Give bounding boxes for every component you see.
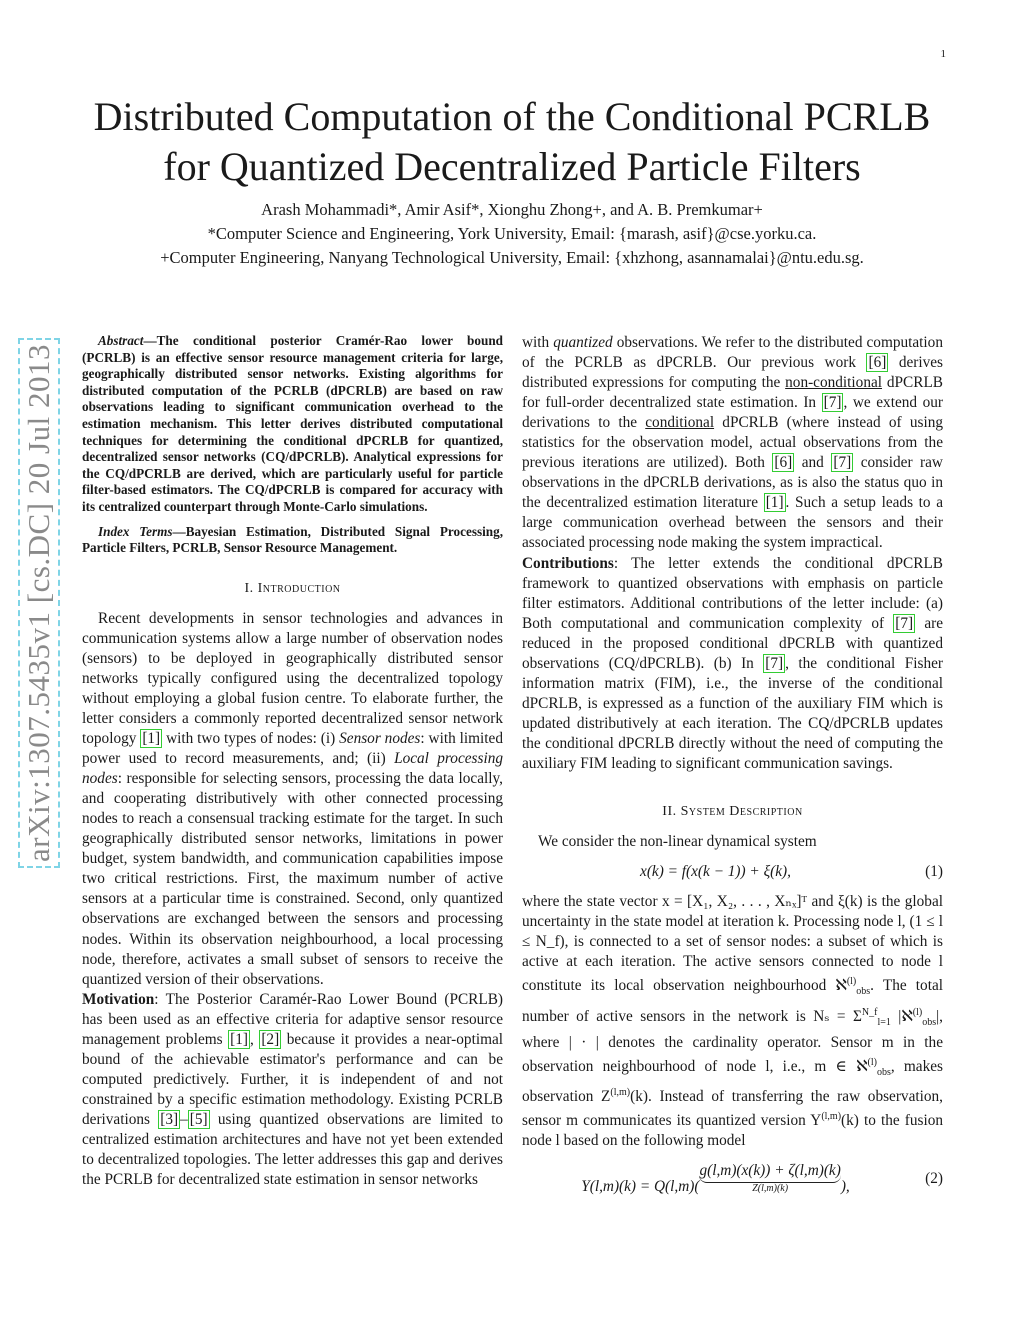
system-intro: We consider the non-linear dynamical system bbox=[538, 833, 817, 851]
citation-link[interactable]: [1] bbox=[230, 1030, 248, 1048]
equation-1-number: (1) bbox=[925, 863, 943, 881]
body-text: dPCRLB (where instead of using statistics for the observation model, actual observations from the previous iterations are utilized). Both bbox=[522, 414, 944, 472]
author-names: Arash Mohammadi*, Amir Asif*, Xionghu Zhong+, and A. B. Premkumar+ bbox=[261, 200, 763, 219]
citation-link[interactable]: [7] bbox=[895, 614, 914, 632]
body-text: , makes observation Z bbox=[522, 1057, 943, 1106]
body-text: observations. We refer to the distributed computation of the PCRLB as dPCRLB. Our previous work bbox=[522, 334, 943, 372]
term-quantized: quantized bbox=[553, 334, 613, 351]
math-sup: (l,m) bbox=[610, 1086, 631, 1098]
section-2-heading: II. System Description bbox=[662, 804, 803, 820]
body-text: derives distributed expressions for computing the bbox=[522, 354, 944, 392]
system-paragraph bbox=[522, 892, 943, 1151]
math-sup: N_f bbox=[861, 1006, 878, 1018]
body-text: consider raw observations in the dPCRLB derivations, as is also the status quo in the decentralized estimation literature bbox=[522, 454, 943, 512]
equation-1 bbox=[522, 862, 943, 882]
body-text: , the conditional Fisher information matrix (FIM), i.e., the inverse of the conditional dPCRLB, is expressed as a function of the auxiliary FIM which is updated distributively at each iteration. The CQ/dPCRLB updates the conditional dPCRLB directly without the need of computing the auxiliary FIM leading to significant communication savings. bbox=[522, 654, 943, 772]
citation-link[interactable]: [7] bbox=[833, 454, 852, 472]
intro-text: with two types of nodes: (i) bbox=[162, 730, 340, 748]
intro-text: , bbox=[249, 1030, 260, 1048]
contributions-label: Contributions bbox=[522, 554, 614, 572]
paper-title bbox=[60, 92, 964, 192]
equation-2-lhs: Y(l,m)(k) = Q(l,m)( bbox=[581, 1178, 700, 1196]
intro-text: : with limited power used to record measurements, and; (ii) bbox=[82, 730, 503, 768]
index-terms-label: Index Terms bbox=[98, 523, 173, 539]
arxiv-stamp bbox=[18, 338, 60, 868]
body-text: where the state vector x = [X₁, X₂, . . . , Xₙₓ]ᵀ and ξ(k) is the global uncertainty in the state model at iteration k. Processing node l, (1 ≤ l ≤ N_f), is connected to a set of sensor nodes: a subset of which is active at each iteration. The active sensors connected to node l constitute its local observation neighbourhood ℵ bbox=[522, 893, 943, 995]
body-text: (k). Instead of transferring the raw observation, sensor m communicates its quantized version Y bbox=[522, 1088, 943, 1130]
math-sub: l=1 bbox=[877, 1016, 891, 1028]
citation-link[interactable]: [6] bbox=[774, 454, 793, 472]
body-text: (k) to the fusion node l based on the following model bbox=[522, 1112, 943, 1150]
body-text: |, where | · | denotes the cardinality operator. Sensor m in the observation neighbourhood of node l, i.e., m ∈ ℵ bbox=[522, 1007, 943, 1075]
body-text: are reduced in the proposed conditional dPCRLB with quantized observations (CQ/dPCRLB). (b) In bbox=[522, 614, 943, 672]
arxiv-id: arXiv:1307.5435v1 [cs.DC] 20 Jul 2013 bbox=[21, 344, 56, 862]
body-text: . The total number of active sensors in the network is Nₛ = Σ bbox=[522, 977, 943, 1025]
term-local-nodes: Local processing nodes bbox=[82, 750, 503, 788]
contributions-paragraph bbox=[522, 554, 943, 775]
underbrace bbox=[699, 1161, 840, 1195]
citation-link[interactable]: [5] bbox=[189, 1110, 208, 1128]
intro-paragraph-1 bbox=[82, 609, 503, 990]
citation-link[interactable]: [3] bbox=[160, 1110, 179, 1128]
abstract bbox=[82, 333, 503, 516]
author-block bbox=[60, 198, 964, 270]
intro-continued bbox=[522, 333, 943, 554]
intro-text: : The Posterior Caramér-Rao Lower Bound (PCRLB) has been used as an effective criteria for adaptive sensor resource management problems bbox=[82, 990, 503, 1048]
title-line-2: for Quantized Decentralized Particle Filters bbox=[163, 144, 861, 189]
math-sup: (l) bbox=[867, 1056, 877, 1068]
equation-2 bbox=[522, 1161, 943, 1197]
body-text: with bbox=[522, 334, 554, 351]
equation-1-body: x(k) = f(x(k − 1)) + ξ(k), bbox=[640, 863, 791, 881]
math-sup: (l) bbox=[846, 976, 857, 988]
section-1-heading: I. Introduction bbox=[244, 580, 341, 596]
underbrace-content: g(l,m)(x(k)) + ζ(l,m)(k) bbox=[699, 1161, 840, 1183]
index-terms bbox=[82, 524, 503, 557]
citation-link[interactable]: [1] bbox=[142, 730, 161, 748]
math-sup: (l,m) bbox=[821, 1111, 842, 1123]
citation-link[interactable]: [2] bbox=[261, 1030, 280, 1048]
body-text: , we extend our derivations to the bbox=[522, 394, 943, 432]
right-column bbox=[522, 333, 943, 1207]
intro-text: : responsible for selecting sensors, processing the data locally, and cooperating distributively with other connected processing nodes to reach a consensual tracking estimate for the target. In such geographically distributed sensor networks, limitations in power budget, system bandwidth, and communication capabilities impose two critical restrictions. First, the maximum number of active sensors at a particular time is constrained. Second, only quantized observations are exchanged between the sensors and processing nodes. Within its observation neighbourhood, a local processing node, therefore, activates a small subset of sensors to receive the quantized version of their observations. bbox=[82, 770, 503, 988]
intro-text: – bbox=[180, 1110, 188, 1128]
term-sensor-nodes: Sensor nodes bbox=[339, 730, 421, 748]
citation-link[interactable]: [6] bbox=[868, 354, 887, 372]
term-conditional: conditional bbox=[645, 414, 715, 432]
citation-link[interactable]: [7] bbox=[823, 394, 842, 412]
body-text: : The letter extends the conditional dPCRLB framework to quantized observations with emphasis on particle filter estimators. Additional contributions of the letter include: (a) Both computational and communication complexity of bbox=[522, 554, 943, 632]
index-terms-text: —Bayesian Estimation, Distributed Signal Processing, Particle Filters, PCRLB, Sensor Resource Management. bbox=[82, 523, 504, 556]
body-text: dPCRLB for full-order decentralized state estimation. In bbox=[522, 374, 943, 412]
math-sub: obs bbox=[856, 986, 871, 998]
equation-2-body bbox=[522, 1161, 909, 1197]
term-non-conditional: non-conditional bbox=[785, 374, 883, 392]
math-sub: obs bbox=[876, 1066, 891, 1078]
left-column bbox=[82, 333, 503, 1190]
motivation-paragraph bbox=[82, 990, 503, 1190]
citation-link[interactable]: [1] bbox=[765, 494, 784, 512]
intro-text: because it provides a near-optimal bound of the achievable estimator's performance and can be computed predictively. Further, it is independent of and not constrained by a specific estimation methodology. Existing PCRLB derivations bbox=[82, 1030, 504, 1128]
equation-2-rhs: ), bbox=[840, 1178, 850, 1196]
motivation-label: Motivation bbox=[82, 990, 155, 1008]
page-number: 1 bbox=[940, 48, 946, 60]
intro-text: using quantized observations are limited to centralized estimation architectures and have not yet been extended to decentralized topologies. The letter addresses this gap and derives the PCRLB for decentralized state estimation in sensor networks bbox=[82, 1110, 503, 1189]
math-sup: (l) bbox=[912, 1006, 923, 1018]
affiliation-1: *Computer Science and Engineering, York University, Email: {marash, asif}@cse.yorku.ca. bbox=[207, 224, 817, 243]
affiliation-2: +Computer Engineering, Nanyang Technological University, Email: {xhzhong, asannamalai}@ntu.edu.sg. bbox=[160, 248, 864, 267]
underbrace-label: Z(l,m)(k) bbox=[752, 1183, 789, 1195]
math-sub: obs bbox=[922, 1016, 937, 1028]
body-text: and bbox=[794, 454, 832, 472]
title-line-1: Distributed Computation of the Conditional PCRLB bbox=[93, 94, 931, 139]
intro-text: Recent developments in sensor technologies and advances in communication systems allow a large number of observation nodes (sensors) to be deployed in geographically distributed sensor networks typically configured using the decentralized topology without employing a global fusion centre. To elaborate further, the letter considers a commonly reported decentralized sensor network topology bbox=[82, 609, 503, 748]
equation-2-number: (2) bbox=[925, 1170, 943, 1188]
citation-link[interactable]: [7] bbox=[765, 654, 784, 672]
abstract-label: Abstract bbox=[98, 333, 144, 348]
body-text: . Such a setup leads to a large communication overhead between the sensors and their associated processing node making the system impractical. bbox=[522, 494, 943, 552]
body-text: |ℵ bbox=[890, 1007, 913, 1025]
abstract-text: —The conditional posterior Cramér-Rao lower bound (PCRLB) is an effective sensor resource management criteria for large, geographically distributed sensor networks. Existing algorithms for distributed computation of the PCRLB (dPCRLB) are based on raw observations leading to significant communication overhead to the estimation mechanism. This letter derives distributed computational techniques for determining the conditional dPCRLB for quantized, decentralized sensor networks (CQ/dPCRLB). Analytical expressions for the CQ/dPCRLB are derived, which are particularly useful for particle filter-based estimators. The CQ/dPCRLB is compared for accuracy with its centralized counterpart through Monte-Carlo simulations. bbox=[82, 333, 503, 514]
